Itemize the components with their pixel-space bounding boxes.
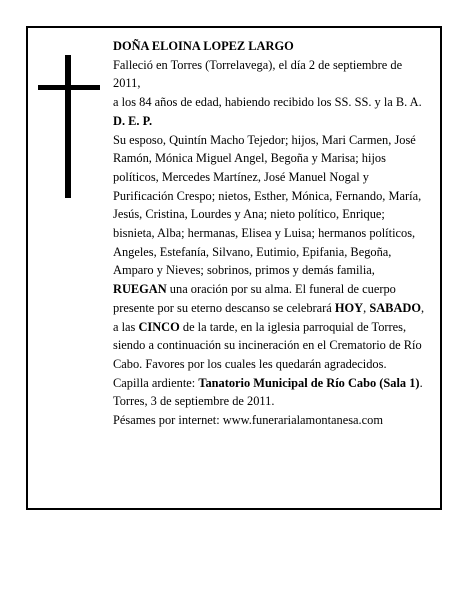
rip-line: D. E. P. — [113, 113, 153, 128]
condolences-web-line: Pésames por internet: www.funerarialamontanesa.com — [113, 413, 383, 428]
date-line: Torres, 3 de septiembre de 2011. — [113, 394, 275, 409]
cross-horizontal-bar — [38, 85, 100, 90]
death-line-1: Falleció en Torres (Torrelavega), el día 2 de septiembre de 2011, — [113, 57, 403, 91]
cross-vertical-bar — [65, 55, 71, 198]
obituary-text — [113, 37, 429, 430]
deceased-name: DOÑA ELOINA LOPEZ LARGO — [113, 39, 294, 53]
chapel-line: Capilla ardiente: Tanatorio Municipal de Río Cabo (Sala 1). — [113, 375, 423, 390]
cross-icon — [38, 55, 100, 198]
funeral-paragraph: RUEGAN una oración por su alma. El funeral de cuerpo presente por su eterno descanso se celebrará HOY, SABADO, a las CINCO de la tarde, en la iglesia parroquial de Torres, siendo a continuación su incineración en el Crematorio de Río Cabo. Favores por los cuales les quedarán agradecidos. — [113, 282, 425, 371]
family-paragraph: Su esposo, Quintín Macho Tejedor; hijos, Mari Carmen, José Ramón, Mónica Miguel Angel, Begoña y Marisa; hijos políticos, Mercedes Martínez, José Manuel Nogal y Purificación Crespo; nietos, Esther, Mónica, Fernando, María, Jesús, Cristina, Lourdes y Ana; nieto político, Enrique; bisnieta, Alba; hermanas, Elisea y Luisa; hermanos políticos, Angeles, Estefanía, Silvano, Eutimio, Epifania, Begoña, Amparo y Nieves; sobrinos, primos y demás familia, — [113, 132, 422, 278]
death-line-2: a los 84 años de edad, habiendo recibido los SS. SS. y la B. A. — [113, 95, 422, 110]
